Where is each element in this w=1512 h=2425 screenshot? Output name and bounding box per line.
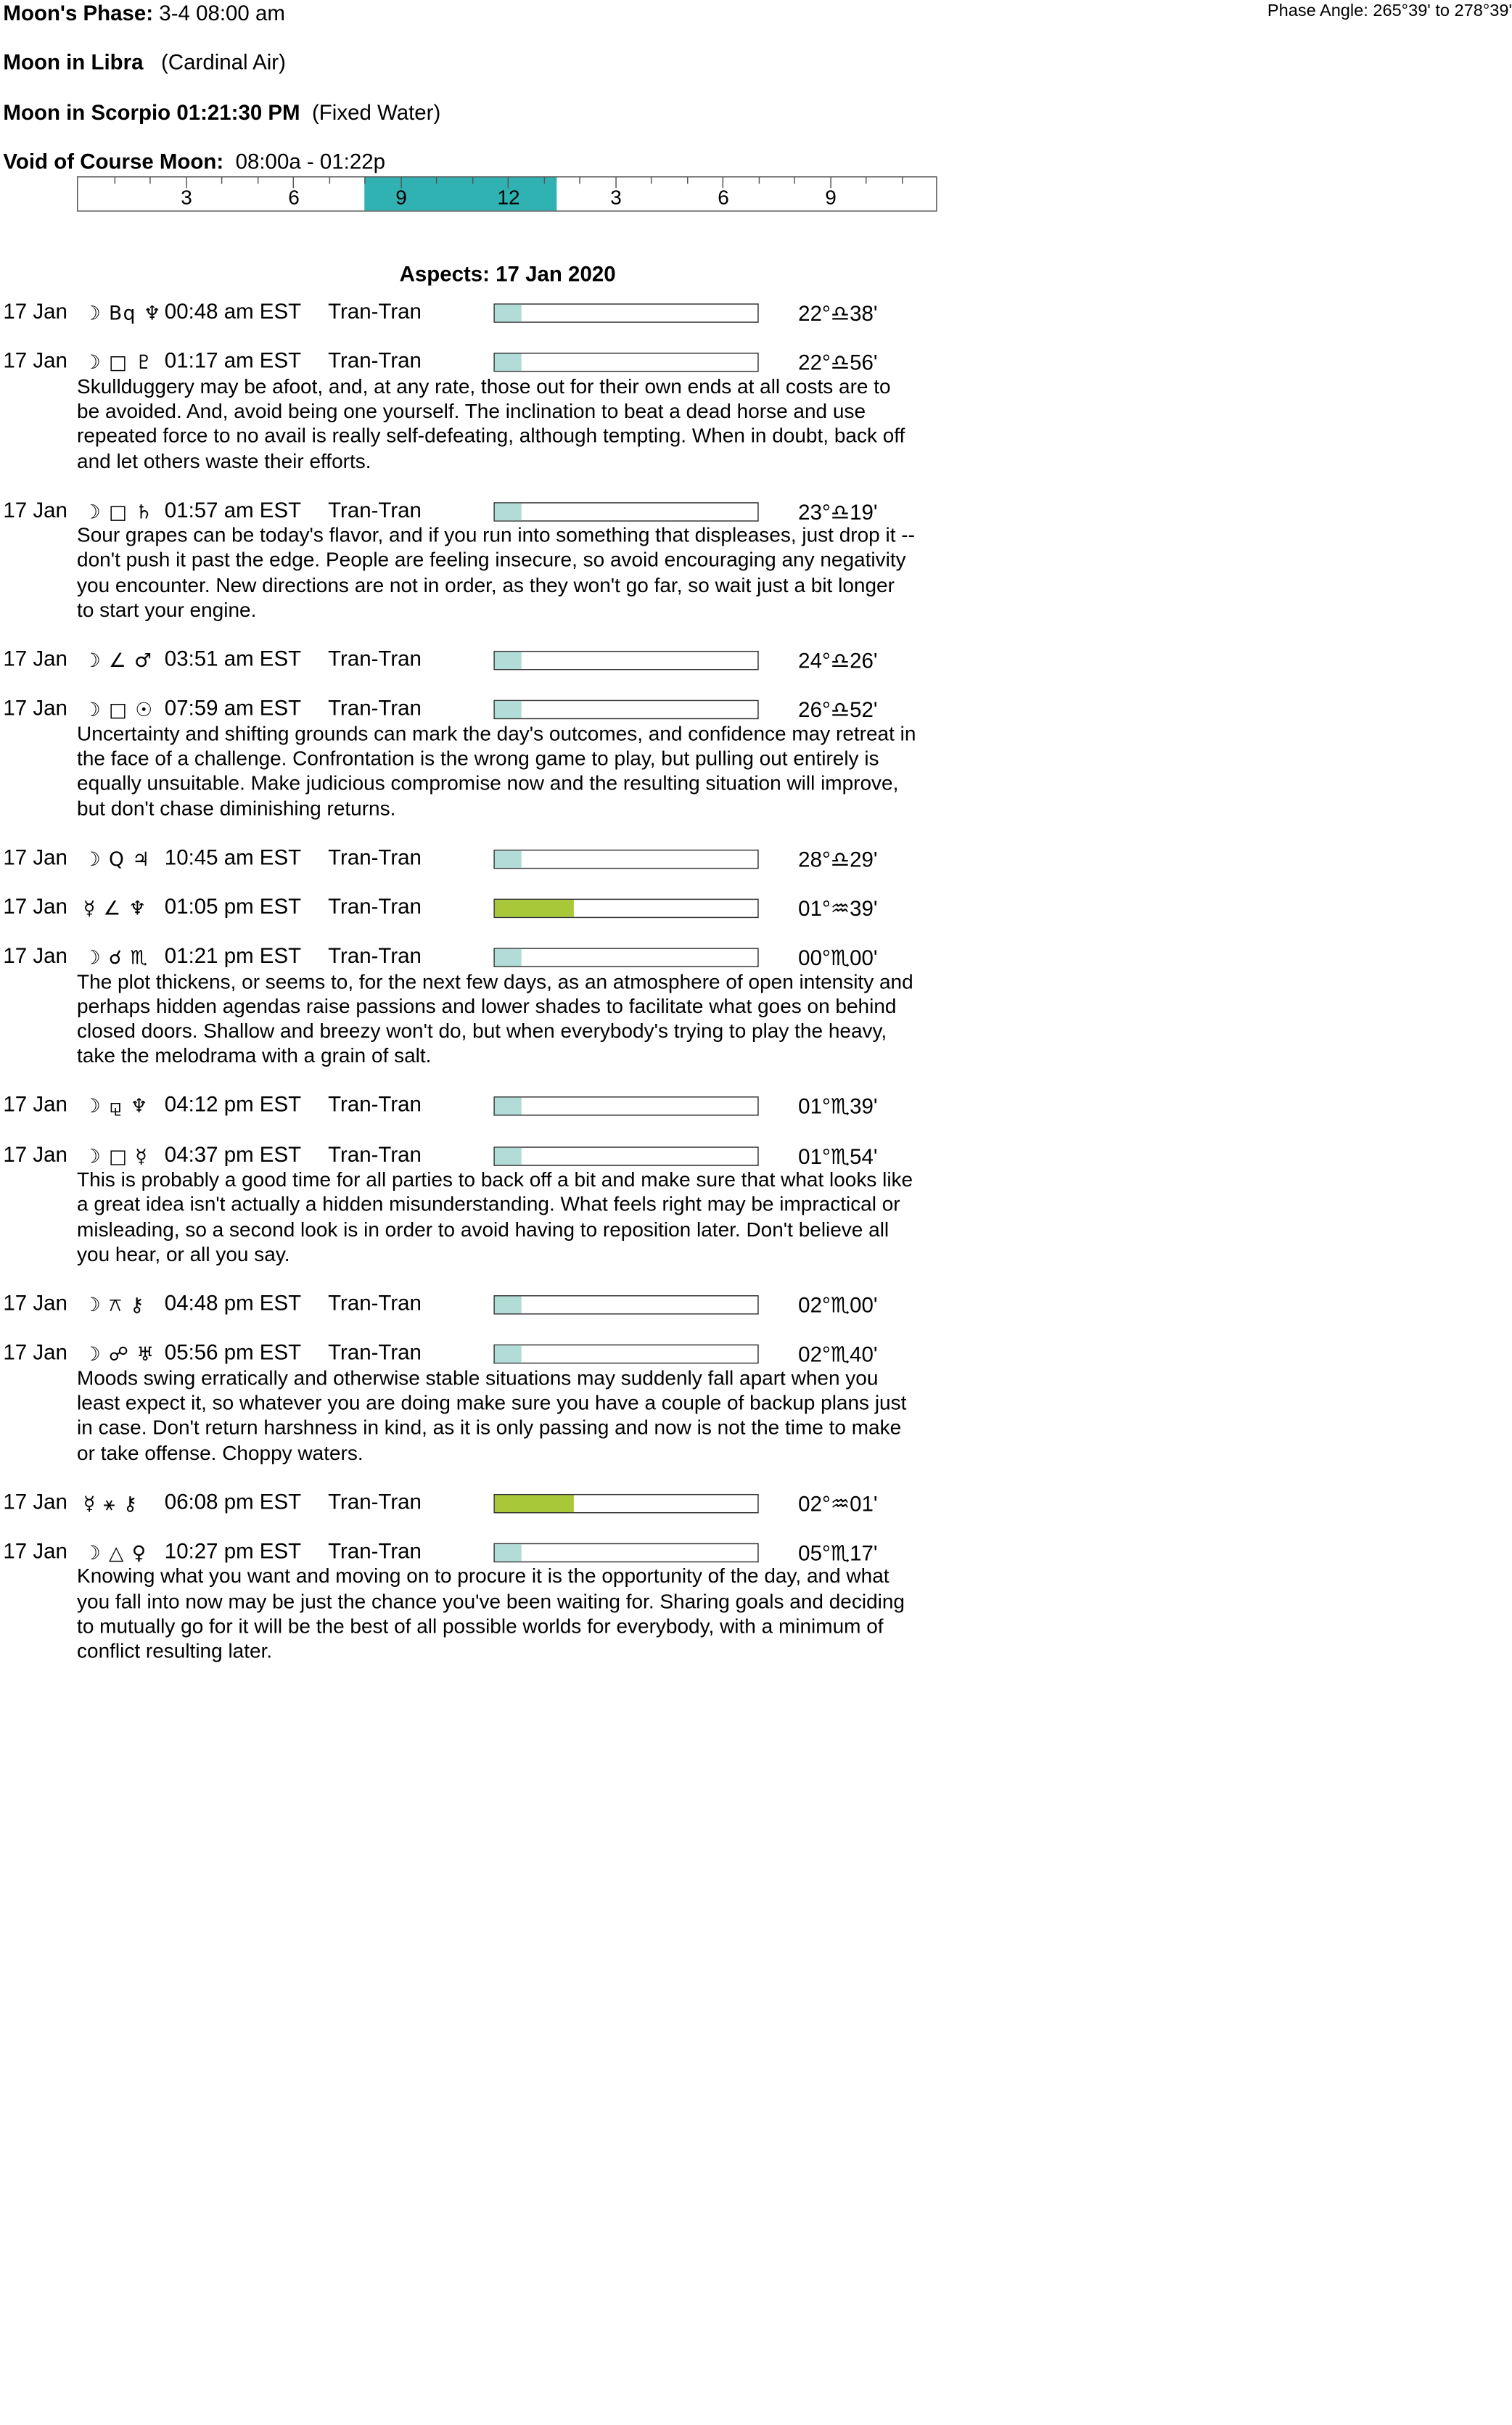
aspect-strength-fill (495, 900, 574, 917)
aspect-time: 05:56 pm EST (164, 1341, 302, 1366)
aspect-position: 05°♏17' (798, 1541, 878, 1566)
aspect-strength-fill (495, 1495, 574, 1512)
aspect-date: 17 Jan (3, 1143, 67, 1167)
aspect-strength-fill (495, 1297, 521, 1314)
aspect-strength-bar (493, 849, 758, 869)
aspect-strength-bar (493, 1493, 758, 1513)
aspect-position: 23°♎19' (798, 501, 878, 525)
timeline-hour-label: 12 (497, 186, 520, 210)
aspect-position: 02°♏00' (798, 1294, 878, 1318)
aspect-kind: Tran-Tran (328, 697, 422, 721)
aspect-kind: Tran-Tran (328, 498, 422, 522)
aspect-position: 22°♎38' (798, 302, 878, 327)
aspect-glyphs: ☽ □ ☿ (83, 1145, 149, 1168)
aspect-date: 17 Jan (3, 697, 67, 721)
aspect-kind: Tran-Tran (328, 300, 422, 324)
aspect-glyphs: ☽ □ ♇ (83, 351, 154, 374)
aspect-position: 01°♏54' (798, 1145, 878, 1169)
void-of-course-value: 08:00a - 01:22p (235, 150, 385, 175)
aspect-time: 00:48 am EST (164, 300, 302, 324)
aspect-glyphs: ☿ ∠ ♆ (83, 897, 147, 920)
aspect-row (0, 1540, 1021, 1565)
aspect-date: 17 Jan (3, 944, 67, 969)
aspect-position: 00°♏00' (798, 946, 878, 971)
aspect-kind: Tran-Tran (328, 1292, 422, 1316)
aspect-strength-fill (495, 701, 521, 718)
aspect-strength-fill (495, 1098, 521, 1115)
aspect-row (0, 350, 1021, 375)
aspect-interpretation: Uncertainty and shifting grounds can mark the day's outcomes, and confidence may retreat in the face of a challenge. Confrontation is the wrong game to play, but pulling out entirely is equally unsuitable. Make judicious compromise now and the resulting situation will improve, but don't chase diminishing returns. (77, 723, 916, 821)
aspect-strength-bar (493, 1295, 758, 1315)
void-of-course-label: Void of Course Moon: (3, 150, 224, 175)
aspect-time: 01:05 pm EST (164, 895, 302, 919)
aspect-strength-fill (495, 652, 521, 669)
aspect-strength-bar (493, 303, 758, 323)
aspect-row (0, 648, 1021, 673)
aspect-date: 17 Jan (3, 1540, 67, 1564)
aspect-row (0, 1490, 1021, 1516)
timeline-hour-label: 3 (181, 186, 192, 210)
aspect-strength-fill (495, 503, 521, 520)
aspect-glyphs: ☽ □ ♄ (83, 501, 154, 524)
aspect-interpretation: Moods swing erratically and otherwise stable situations may suddenly fall apart when you least expect it, so whatever you are doing make sure you have a couple of backup plans just in case. Don't return harshness in kind, as it is only passing and now is not the time to make or take offense. Choppy waters. (77, 1367, 907, 1465)
aspect-interpretation: Skullduggery may be afoot, and, at any rate, those out for their own ends at all costs are to be avoided. And, avoid being one yourself. The inclination to beat a dead horse and use repeated force to no avail is really self-defeating, although tempting. When in doubt, back off and let others waste their efforts. (77, 375, 905, 473)
aspect-row (0, 846, 1021, 871)
aspect-glyphs: ☽ ☍ ♅ (83, 1343, 155, 1366)
timeline-hour-label: 3 (610, 186, 622, 210)
moon-sign-2: Moon in Scorpio 01:21:30 PM (3, 101, 300, 126)
aspect-row (0, 1342, 1021, 1367)
moon-sign-1: Moon in Libra (3, 51, 144, 75)
aspect-time: 10:27 pm EST (164, 1540, 302, 1564)
aspect-glyphs: ☽ Bq ♆ (83, 302, 163, 325)
aspect-time: 06:08 pm EST (164, 1490, 302, 1514)
aspect-kind: Tran-Tran (328, 944, 422, 969)
aspect-row (0, 498, 1021, 524)
aspect-glyphs: ☽ ⚼ ♆ (83, 1096, 149, 1119)
aspect-interpretation: This is probably a good time for all parties to back off a bit and make sure that what looks like a great idea isn't actually a hidden misunderstanding. What feels right may be impractical or misleading, so a second look is in order to avoid having to reposition later. Don't believe all you hear, or all you say. (77, 1169, 913, 1267)
aspect-position: 02°♏40' (798, 1343, 878, 1367)
aspects-list (0, 0, 1026, 1667)
aspects-title: Aspects: 17 Jan 2020 (399, 263, 616, 287)
moon-phase-value: 3-4 08:00 am (159, 1, 285, 26)
aspect-position: 26°♎52' (798, 699, 878, 723)
aspect-kind: Tran-Tran (328, 895, 422, 919)
aspect-time: 01:21 pm EST (164, 944, 302, 969)
moon-phase-label: Moon's Phase: (3, 1, 154, 26)
aspect-strength-bar (493, 353, 758, 372)
timeline-hour-label: 6 (718, 186, 729, 210)
timeline-hour-label: 6 (288, 186, 300, 210)
aspect-row (0, 1292, 1021, 1318)
aspect-date: 17 Jan (3, 1292, 67, 1316)
aspect-strength-fill (495, 1544, 521, 1562)
aspect-date: 17 Jan (3, 349, 67, 374)
aspect-strength-fill (495, 354, 521, 372)
aspect-row (0, 697, 1021, 723)
aspect-position: 02°♒01' (798, 1492, 878, 1517)
aspect-interpretation: The plot thickens, or seems to, for the next few days, as an atmosphere of open intensity and perhaps hidden agendas raise passions and lower shades to facilitate what goes on behind closed doors. Shallow and breezy won't do, but when everybody's trying to play the heavy, take the melodrama with a grain of salt. (77, 971, 913, 1068)
aspect-time: 03:51 am EST (164, 647, 302, 671)
aspect-kind: Tran-Tran (328, 1143, 422, 1167)
aspect-date: 17 Jan (3, 498, 67, 522)
aspect-time: 04:48 pm EST (164, 1292, 302, 1316)
aspect-position: 22°♎56' (798, 351, 878, 376)
aspect-date: 17 Jan (3, 300, 67, 324)
aspect-strength-bar (493, 898, 758, 918)
aspect-date: 17 Jan (3, 845, 67, 870)
aspect-strength-bar (493, 1543, 758, 1562)
aspect-strength-fill (495, 1147, 521, 1165)
aspect-time: 01:17 am EST (164, 349, 302, 374)
aspect-strength-bar (493, 502, 758, 522)
aspect-strength-bar (493, 700, 758, 720)
timeline-hour-label: 9 (395, 186, 407, 210)
aspect-strength-fill (495, 305, 521, 322)
aspect-date: 17 Jan (3, 1341, 67, 1366)
aspect-time: 01:57 am EST (164, 498, 302, 522)
aspect-glyphs: ☽ ☌ ♏ (83, 946, 149, 969)
aspect-glyphs: ☽ ∠ ♂ (83, 649, 153, 673)
aspect-glyphs: ☽ Q ♃ (83, 848, 151, 871)
aspect-kind: Tran-Tran (328, 349, 422, 374)
aspect-kind: Tran-Tran (328, 1341, 422, 1366)
moon-sign-2-note: (Fixed Water) (311, 101, 441, 126)
aspect-kind: Tran-Tran (328, 845, 422, 870)
aspect-row (0, 1143, 1021, 1168)
aspect-glyphs: ☽ □ ☉ (83, 699, 154, 722)
aspect-strength-bar (493, 948, 758, 967)
aspect-glyphs: ☽ ⚻ ⚷ (83, 1294, 145, 1317)
aspect-date: 17 Jan (3, 1093, 67, 1117)
aspect-position: 28°♎29' (798, 848, 878, 872)
aspect-date: 17 Jan (3, 1490, 67, 1514)
moon-sign-1-note: (Cardinal Air) (161, 51, 286, 75)
aspect-time: 10:45 am EST (164, 845, 302, 870)
aspect-time: 04:12 pm EST (164, 1093, 302, 1117)
aspect-kind: Tran-Tran (328, 1540, 422, 1564)
aspect-interpretation: Knowing what you want and moving on to procure it is the opportunity of the day, and what you fall into now may be just the chance you've been waiting for. Sharing goals and deciding to mutually go for it will be the best of all possible worlds for everybody, with a minimum of conflict resulting later. (77, 1566, 905, 1663)
aspect-row (0, 895, 1021, 921)
aspect-strength-bar (493, 1097, 758, 1117)
aspect-strength-fill (495, 949, 521, 967)
aspect-date: 17 Jan (3, 895, 67, 919)
aspect-position: 01°♒39' (798, 897, 878, 922)
aspect-glyphs: ☽ △ ♀ (83, 1541, 147, 1564)
aspect-strength-bar (493, 1146, 758, 1166)
aspect-position: 01°♏39' (798, 1096, 878, 1120)
aspect-position: 24°♎26' (798, 649, 878, 673)
aspect-time: 07:59 am EST (164, 697, 302, 721)
aspect-row (0, 945, 1021, 970)
aspect-time: 04:37 pm EST (164, 1143, 302, 1167)
aspect-glyphs: ☿ ⚹ ⚷ (83, 1492, 139, 1515)
aspect-strength-fill (495, 1346, 521, 1363)
aspect-strength-bar (493, 651, 758, 670)
aspect-date: 17 Jan (3, 647, 67, 671)
timeline-hour-label: 9 (825, 186, 837, 210)
aspect-kind: Tran-Tran (328, 647, 422, 671)
aspect-row (0, 1093, 1021, 1119)
aspect-row (0, 300, 1021, 326)
aspect-strength-fill (495, 850, 521, 868)
aspect-kind: Tran-Tran (328, 1093, 422, 1117)
aspect-kind: Tran-Tran (328, 1490, 422, 1514)
aspect-interpretation: Sour grapes can be today's flavor, and if you run into something that displeases, just drop it -- don't push it past the edge. People are feeling insecure, so avoid encouraging any negativity you encounter. New directions are not in order, as they won't go far, so wait just a bit longer to start your engine. (77, 525, 915, 623)
aspect-strength-bar (493, 1345, 758, 1364)
phase-angle: Phase Angle: 265°39' to 278°39' (1267, 1, 1512, 20)
